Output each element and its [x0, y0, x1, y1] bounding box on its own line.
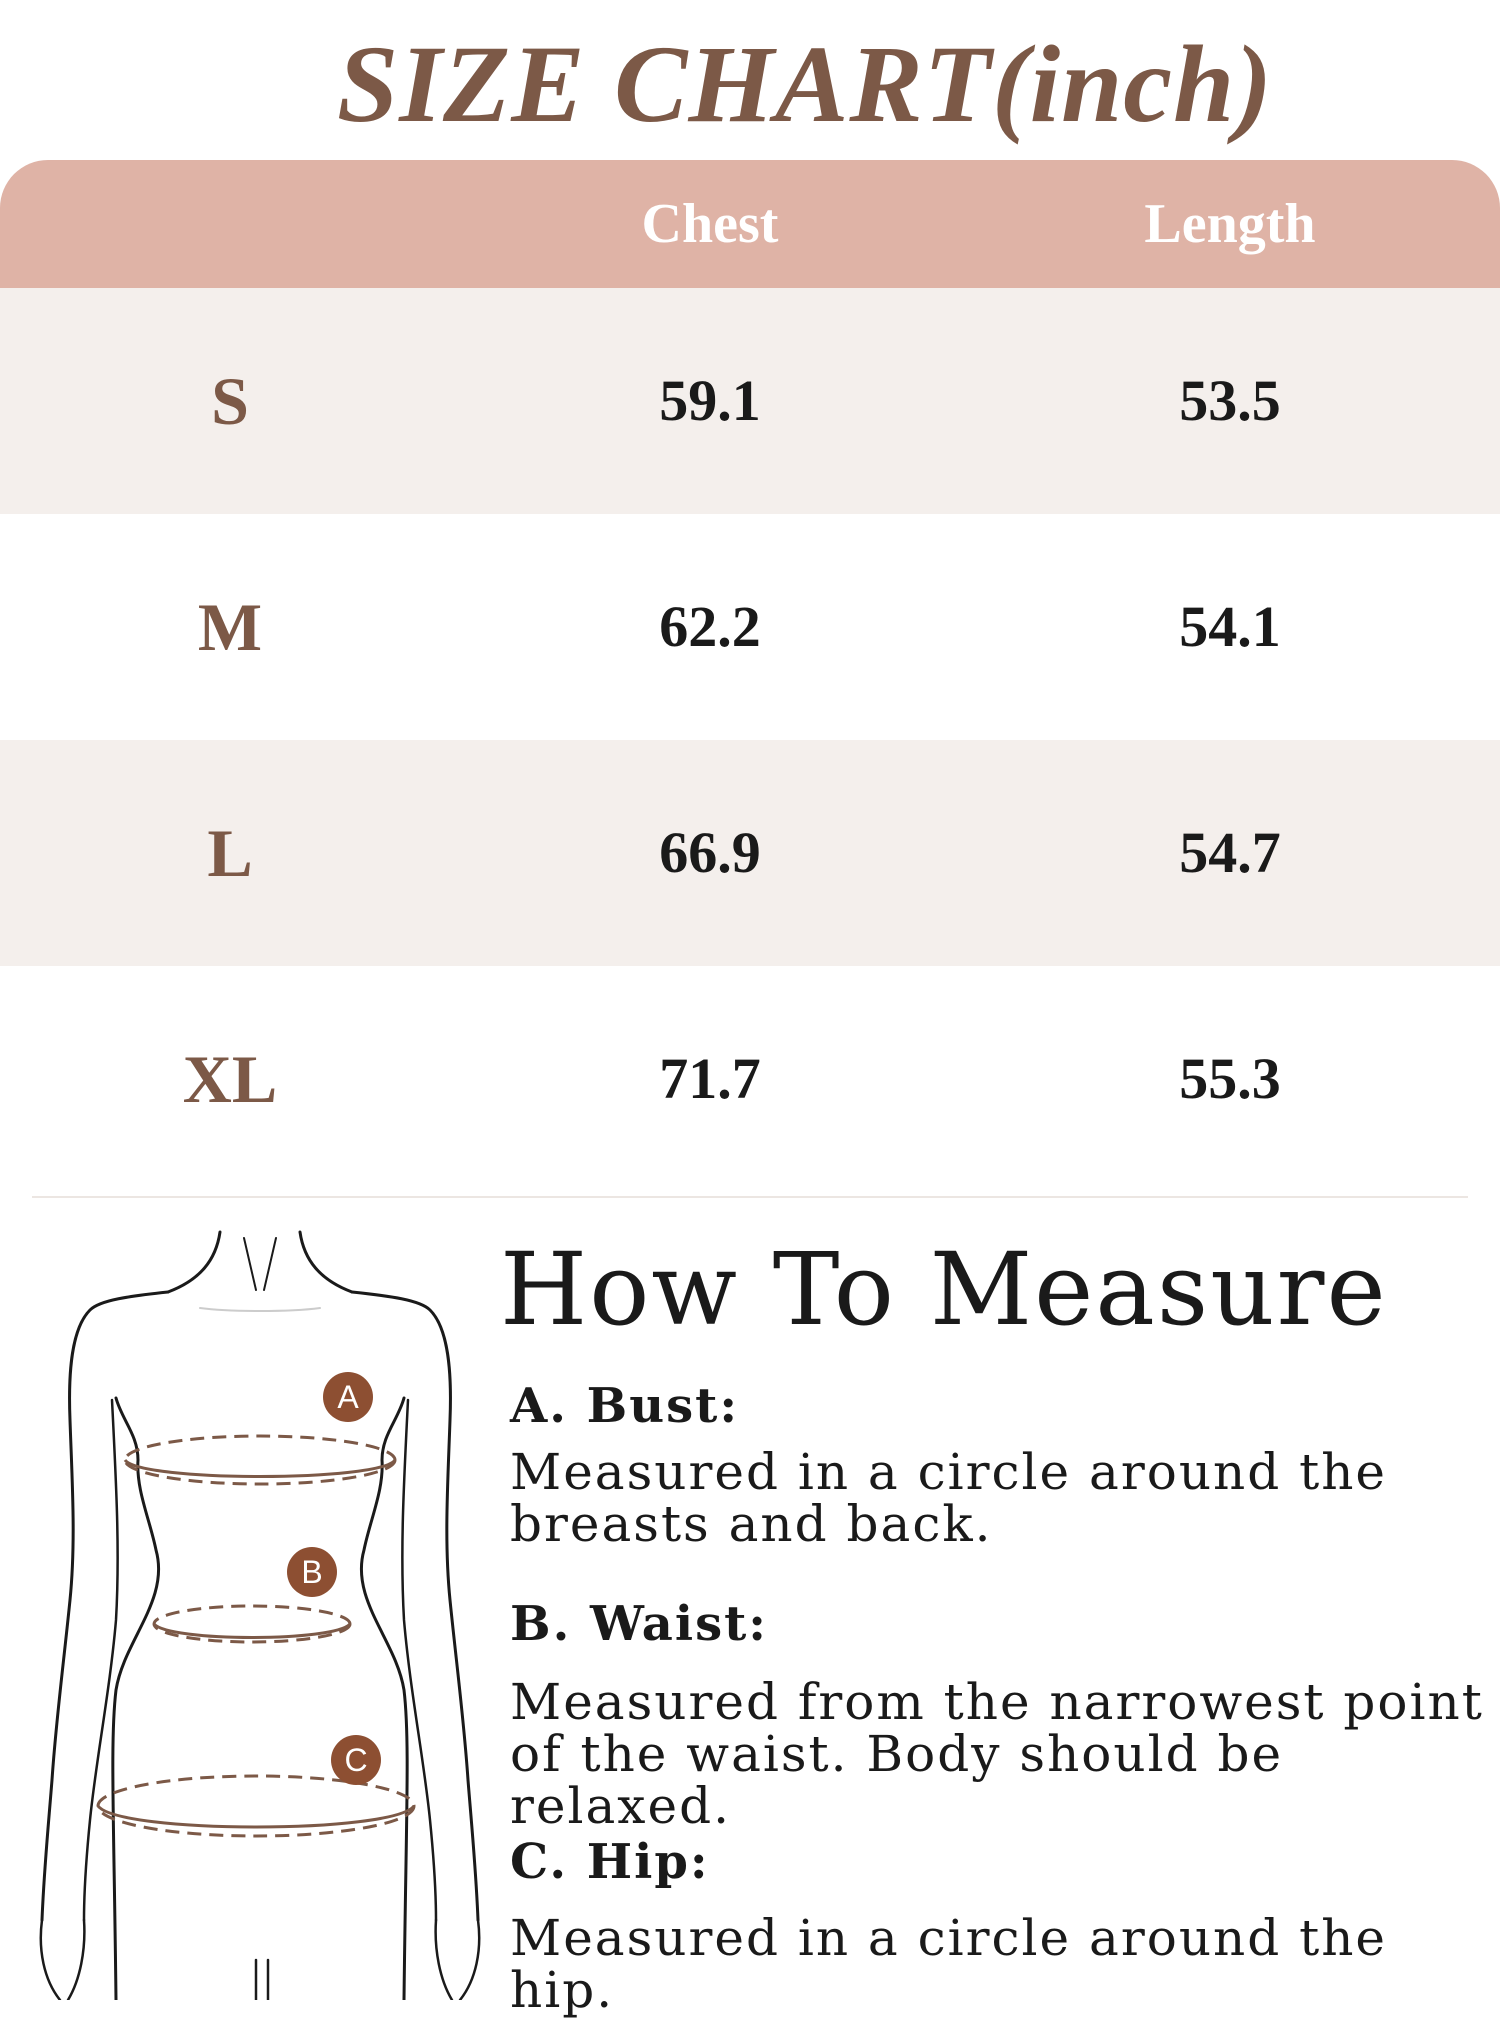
- size-label: XL: [182, 1041, 278, 1117]
- size-label: M: [197, 589, 263, 665]
- body-measure-figure: [20, 1220, 500, 2000]
- length-value: 54.1: [1179, 594, 1281, 659]
- marker-a-label: A: [337, 1379, 359, 1415]
- table-row: [0, 966, 1500, 1192]
- table-row: [0, 288, 1500, 514]
- table-row: [0, 740, 1500, 966]
- marker-c-label: C: [344, 1742, 368, 1778]
- page-title: SIZE CHART(inch): [337, 23, 1273, 145]
- chest-value: 71.7: [659, 1046, 761, 1111]
- section-divider: [32, 1196, 1468, 1198]
- table-row: [0, 514, 1500, 740]
- waist-label: B. Waist:: [510, 1596, 768, 1652]
- chest-value: 59.1: [659, 368, 761, 433]
- column-header-length: Length: [1144, 193, 1316, 255]
- size-label: S: [211, 363, 249, 439]
- waist-description: Measured from the narrowest point of the waist. Body should be relaxed.: [510, 1673, 1484, 1835]
- size-table: [0, 160, 1500, 1192]
- table-header: [0, 160, 1500, 288]
- column-header-chest: Chest: [641, 193, 779, 255]
- hip-label: C. Hip:: [510, 1834, 710, 1890]
- bust-description: Measured in a circle around the breasts and back.: [510, 1443, 1388, 1553]
- size-label: L: [207, 815, 253, 891]
- marker-b-label: B: [301, 1554, 323, 1590]
- chest-value: 66.9: [659, 820, 761, 885]
- bust-label: A. Bust:: [510, 1378, 740, 1434]
- hip-description: Measured in a circle around the hip.: [510, 1909, 1388, 2019]
- chest-value: 62.2: [659, 594, 761, 659]
- how-to-measure-heading: How To Measure: [500, 1231, 1388, 1348]
- length-value: 53.5: [1179, 368, 1281, 433]
- length-value: 54.7: [1179, 820, 1281, 885]
- length-value: 55.3: [1179, 1046, 1281, 1111]
